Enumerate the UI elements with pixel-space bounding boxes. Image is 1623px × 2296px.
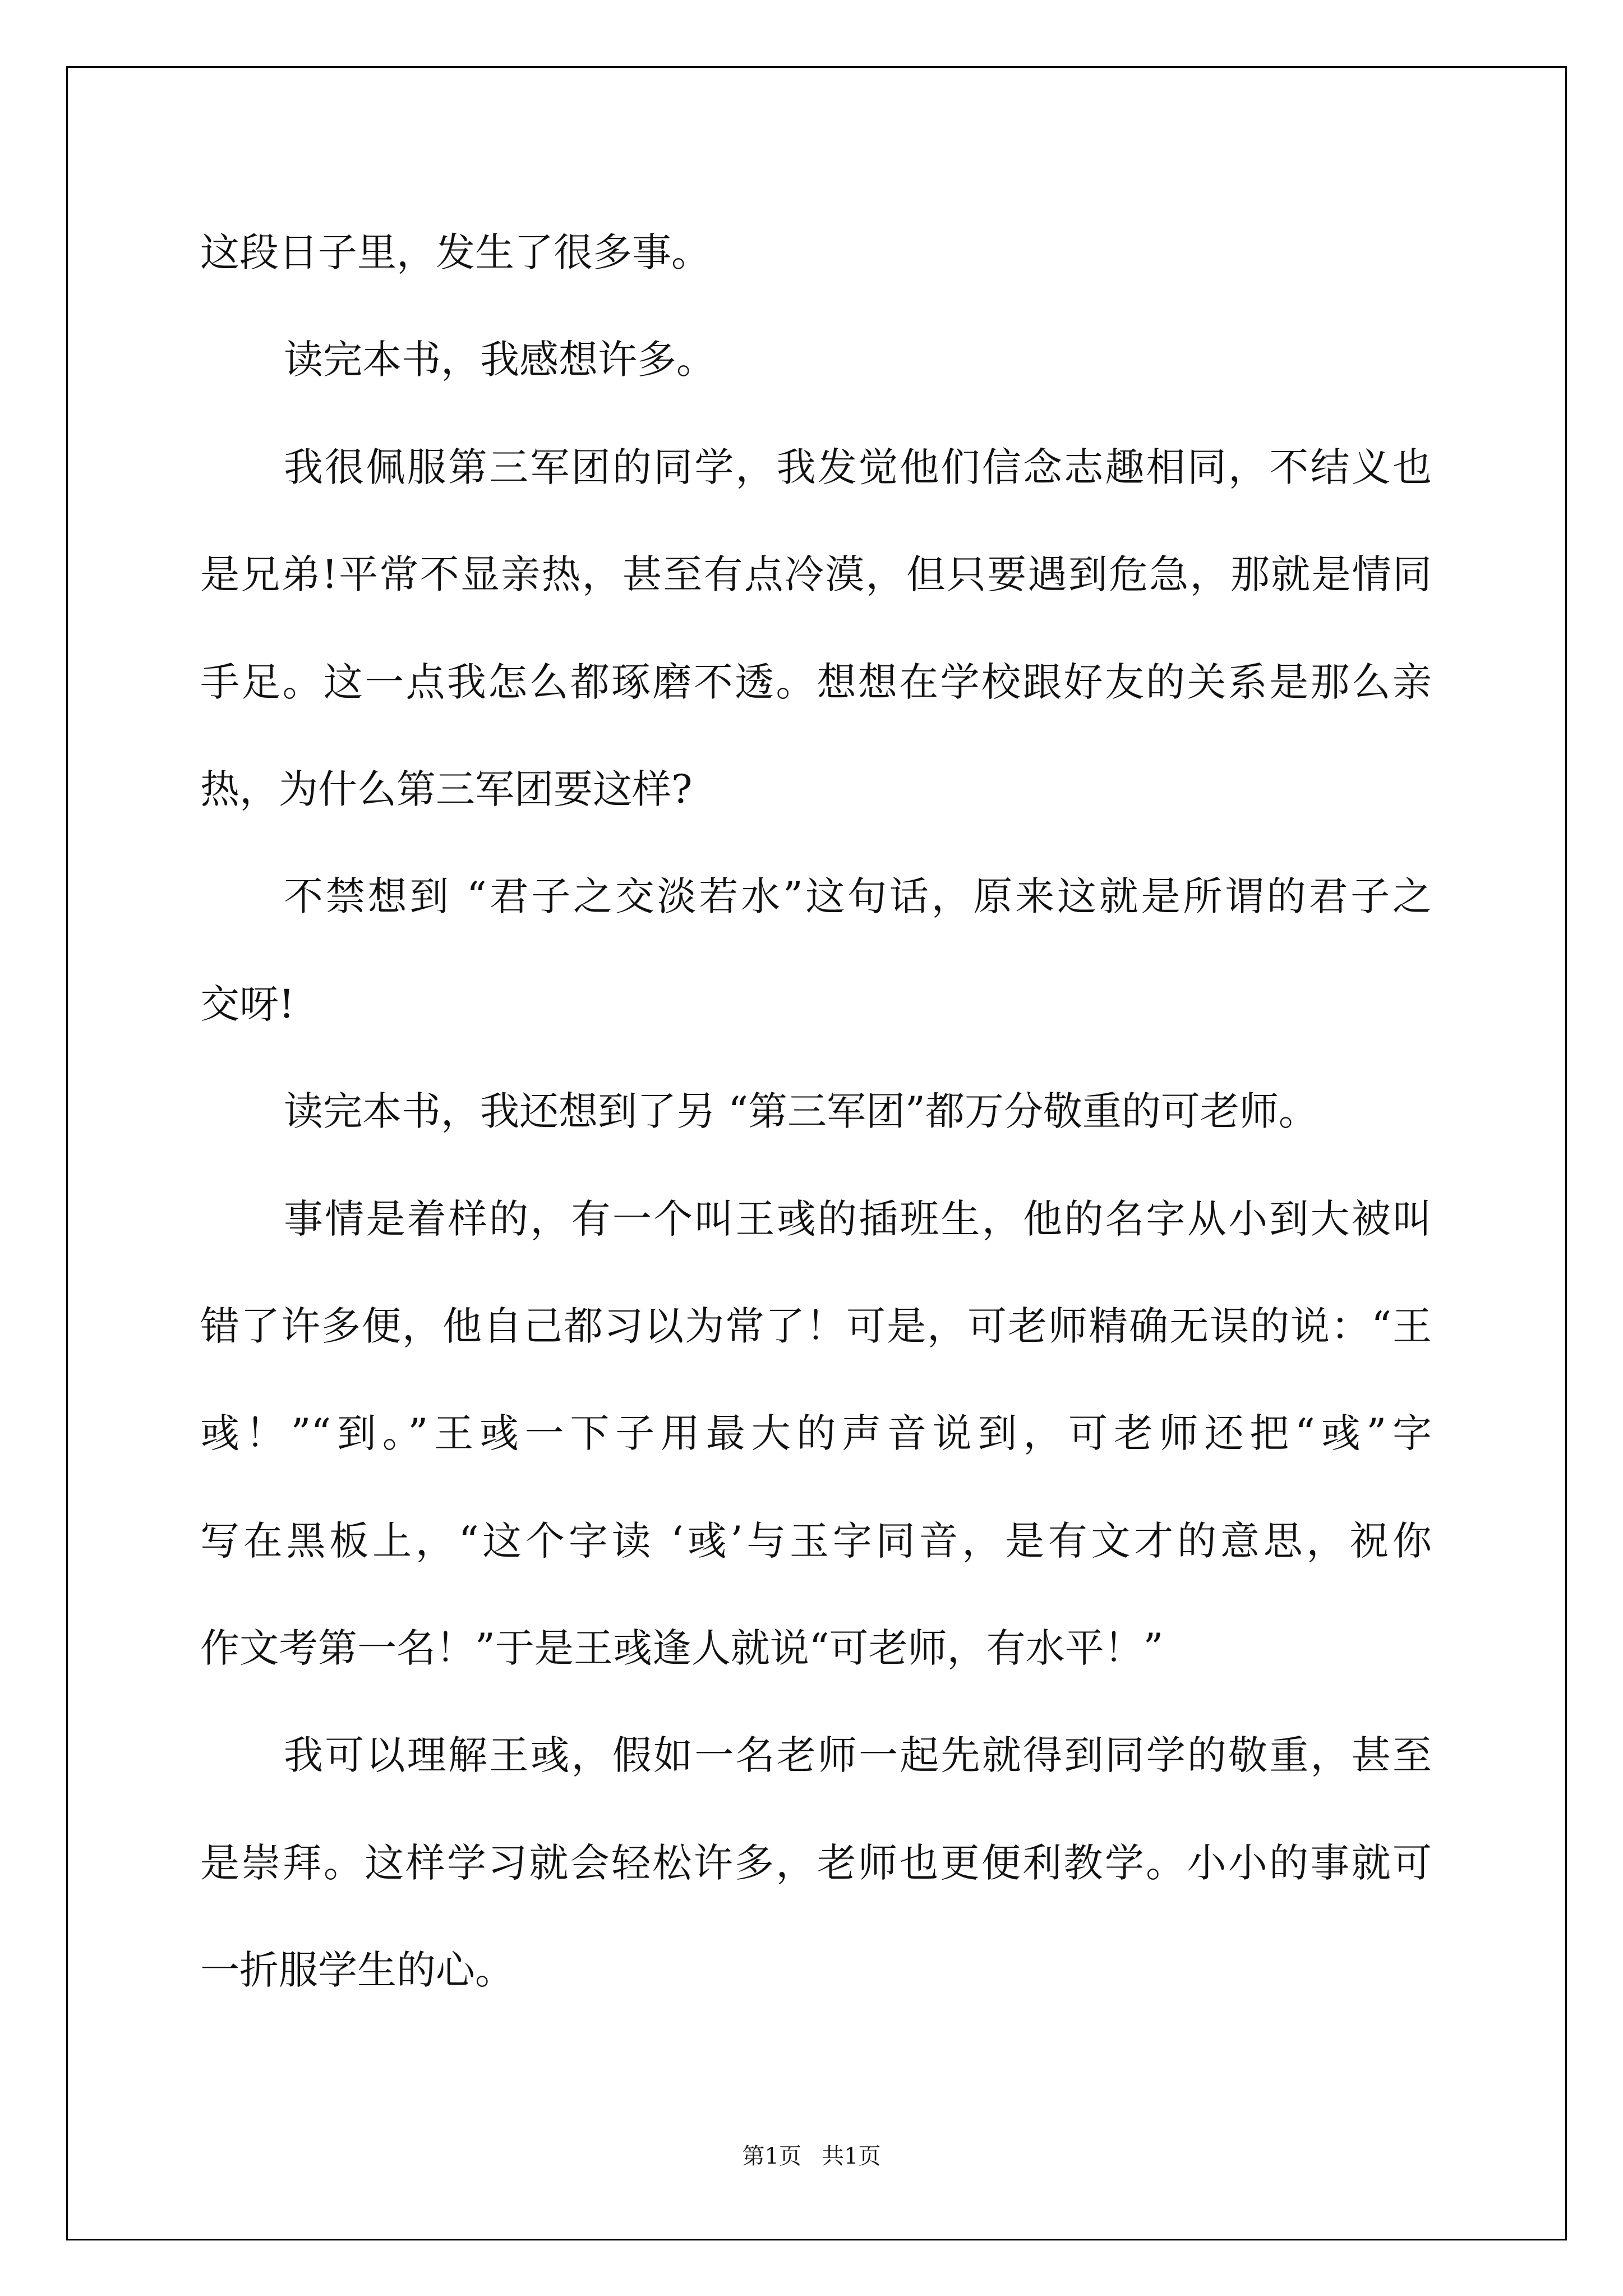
text-line: 事情是着样的，有一个叫王彧的插班生，他的名字从小到大被叫 (284, 1195, 1432, 1242)
text-line: 我可以理解王彧，假如一名老师一起先就得到同学的敬重，甚至 (284, 1732, 1432, 1779)
document-body (200, 199, 1432, 2024)
text-line: 读完本书，我还想到了另 “第三军团”都万分敬重的可老师。 (284, 1088, 1318, 1135)
paragraph (200, 414, 1432, 844)
text-line: 彧！”“到。”王彧一下子用最大的声音说到，可老师还把“彧”字 (200, 1410, 1432, 1457)
text-line: 手足。这一点我怎么都琢磨不透。想想在学校跟好友的关系是那么亲 (200, 659, 1432, 705)
paragraph (200, 306, 1432, 413)
paragraph (200, 843, 1432, 1058)
text-line: 写在黑板上，“这个字读 ‘彧’与玉字同音，是有文才的意思，祝你 (200, 1517, 1432, 1564)
paragraph (200, 1058, 1432, 1165)
text-line: 我很佩服第三军团的同学，我发觉他们信念志趣相同，不结义也 (284, 444, 1432, 490)
text-line: 热，为什么第三军团要这样? (200, 766, 693, 812)
page-total: 共1页 (822, 2143, 881, 2169)
text-line: 是兄弟!平常不显亲热，甚至有点冷漠，但只要遇到危急，那就是情同 (200, 551, 1432, 598)
paragraph (200, 199, 1432, 306)
paragraph (200, 1702, 1432, 2024)
text-line: 这段日子里，发生了很多事。 (200, 229, 711, 275)
text-line: 错了许多便，他自己都习以为常了！可是，可老师精确无误的说：“王 (200, 1303, 1432, 1349)
page-footer (0, 2141, 1623, 2172)
text-line: 一折服学生的心。 (200, 1947, 514, 1994)
text-line: 读完本书，我感想许多。 (284, 337, 716, 383)
text-line: 作文考第一名！”于是王彧逢人就说“可老师，有水平！” (200, 1625, 1164, 1672)
page-number: 第1页 (742, 2143, 801, 2169)
text-line: 不禁想到 “君子之交淡若水”这句话，原来这就是所谓的君子之 (284, 873, 1432, 920)
text-line: 交呀! (200, 981, 295, 1027)
paragraph (200, 1166, 1432, 1703)
text-line: 是崇拜。这样学习就会轻松许多，老师也更便利教学。小小的事就可 (200, 1839, 1432, 1886)
